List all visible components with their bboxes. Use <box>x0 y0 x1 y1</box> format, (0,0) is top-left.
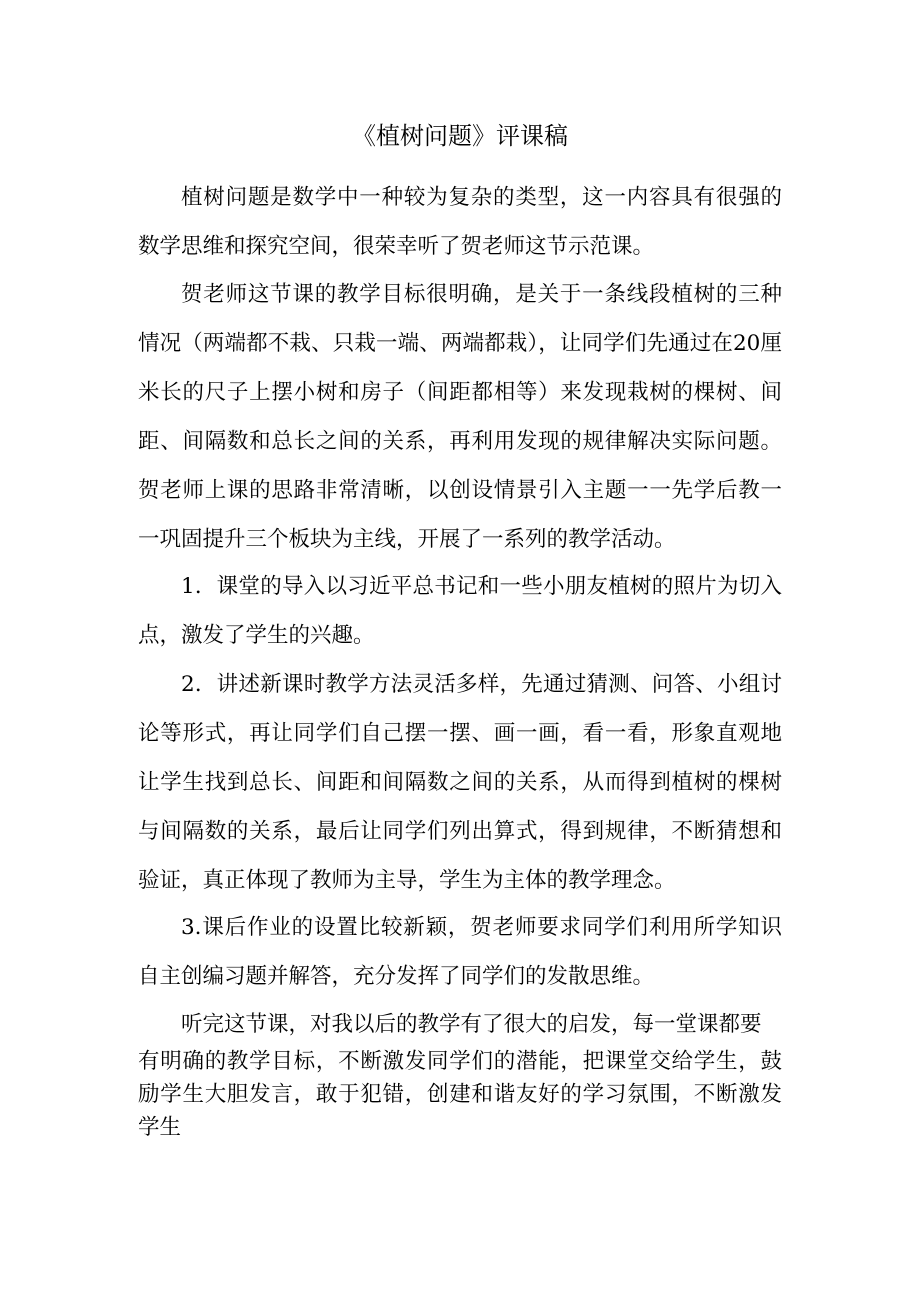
paragraph-point-1: 1．课堂的导入以习近平总书记和一些小朋友植树的照片为切入点，激发了学生的兴趣。 <box>138 574 782 648</box>
paragraph-teaching-goal: 贺老师这节课的教学目标很明确，是关于一条线段植树的三种情况（两端都不栽、只栽一端、两端都栽），让同学们先通过在20厘米长的尺子上摆小树和房子（间距都相等）来发现栽树的棵树、间距、间隔数和总长之间的关系，再利用发现的规律解决实际问题。贺老师上课的思路非常清晰，以创设情景引入主题一一先学后教一一巩固提升三个板块为主线，开展了一系列的教学活动。 <box>138 282 782 552</box>
paragraph-point-3: 3.课后作业的设置比较新颖，贺老师要求同学们利用所学知识自主创编习题并解答，充分发挥了同学们的发散思维。 <box>138 915 782 989</box>
paragraph-intro: 植树问题是数学中一种较为复杂的类型，这一内容具有很强的数学思维和探究空间，很荣幸听了贺老师这节示范课。 <box>138 185 782 259</box>
paragraph-point-2: 2．讲述新课时教学方法灵活多样，先通过猜测、问答、小组讨论等形式，再让同学们自己摆一摆、画一画，看一看，形象直观地让学生找到总长、间距和间隔数之间的关系，从而得到植树的棵树与间隔数的关系，最后让同学们列出算式，得到规律，不断猜想和验证，真正体现了教师为主导，学生为主体的教学理念。 <box>138 672 782 893</box>
paragraph-conclusion-continued: 有明确的教学目标，不断激发同学们的潜能，把课堂交给学生，鼓励学生大胆发言，敢于犯错，创建和谐友好的学习氛围，不断激发学生 <box>138 1049 782 1140</box>
paragraph-conclusion-start: 听完这节课，对我以后的教学有了很大的启发，每一堂课都要 <box>181 1012 762 1037</box>
document-title: 《植树问题》评课稿 <box>352 122 568 150</box>
